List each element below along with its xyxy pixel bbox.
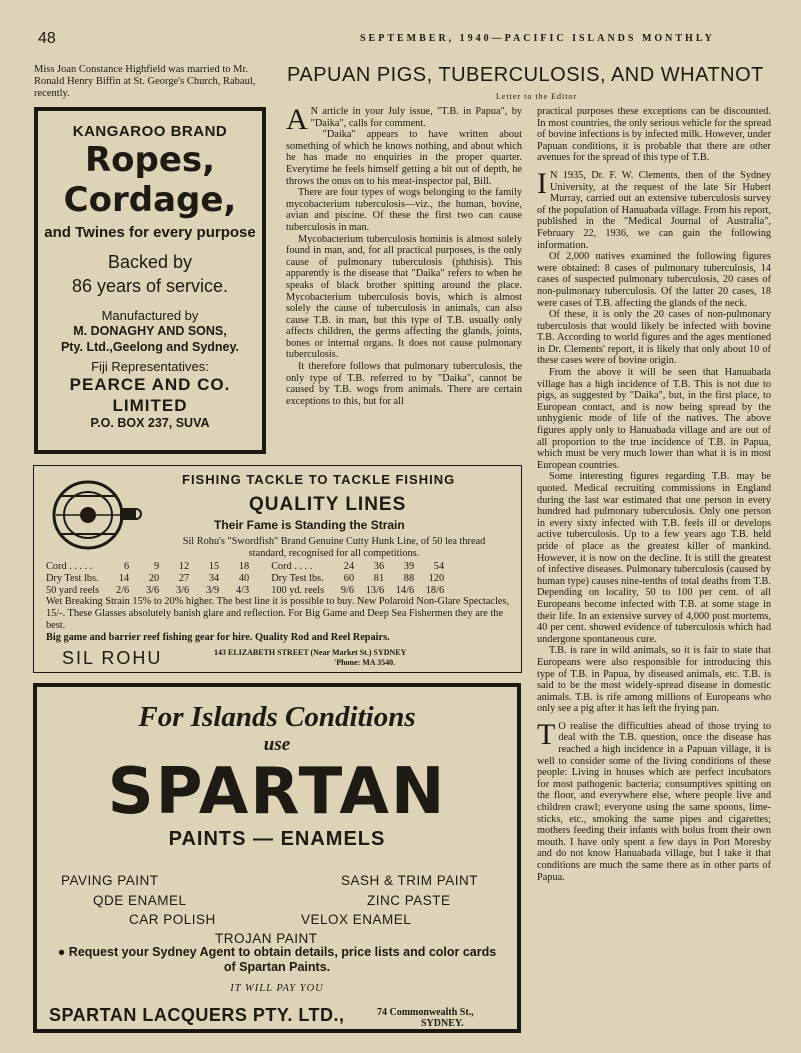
table-cell: 3/6: [176, 585, 190, 596]
table-cell: 14: [118, 573, 130, 584]
ad-address-line: SYDNEY.: [420, 1018, 464, 1029]
table-cell: 100 yd. reels: [271, 585, 325, 596]
table-cell: 54: [433, 561, 445, 572]
table-cell: Cord . . . . .: [46, 561, 93, 572]
running-header: SEPTEMBER, 1940—PACIFIC ISLANDS MONTHLY: [360, 33, 715, 44]
table-cell: 88: [403, 573, 415, 584]
table-cell: 60: [343, 573, 355, 584]
ad-use: use: [263, 734, 291, 755]
ad-body: Wet Breaking Strain 15% to 20% higher. The best line it is possible to buy. New Polaroid Non-Glare Spectacles, 15/-. These Glasses absolutely banish glare and reflection. For Big Game and Deep Sea Fishermen they are the best.: [46, 596, 510, 631]
article-column-1: [286, 103, 522, 407]
ad-headline: For Islands Conditions: [138, 701, 416, 733]
ad-company-name: SPARTAN LACQUERS PTY. LTD.,: [49, 1005, 345, 1025]
product-item: PAVING PAINT: [61, 873, 159, 888]
table-cell: Cord . . . .: [271, 561, 313, 572]
article-paragraph: There are four types of wogs belonging to the family mycobacterium tuberculosis—viz., the human, bovine, avian and piscine. Of these the first two can cause tuberculosis in man.: [286, 187, 522, 233]
article-paragraph: From the above it will be seen that Hanuabada village has a high incidence of T.B. This is not due to pigs, as suggested by "Daika", but, in the first place, to European contact, and is now being spread by the unhygienic mode of life of the natives. The above figures apply only to Hanuabada village and are out of all proportion to the true incidence of T.B. in Papua, which must be very much lower than what it is in most European countries.: [537, 367, 771, 471]
ad-backed: 86 years of service.: [71, 276, 229, 296]
ad-phone: 'Phone: MA 3540.: [334, 658, 396, 667]
ad-heading: FISHING TACKLE TO TACKLE FISHING: [182, 472, 456, 487]
fishing-reel-icon: [46, 478, 142, 552]
table-cell: 2/6: [116, 585, 130, 596]
product-item: SASH & TRIM PAINT: [341, 873, 479, 888]
page-number: 48: [38, 30, 56, 47]
ad-description: Sil Rohu's "Swordfish" Brand Genuine Cutty Hunk Line, of 50 lea thread standard, recognised for all competitions.: [182, 536, 486, 559]
table-cell: 6: [124, 561, 130, 572]
table-cell: 12: [178, 561, 190, 572]
ad-backed: Backed by: [107, 252, 193, 272]
ad-manufacturer: M. DONAGHY AND SONS,: [73, 324, 227, 338]
table-cell: 39: [403, 561, 415, 572]
ad-brand: SPARTAN: [107, 755, 447, 829]
ad-hire-note: Big game and barrier reef fishing gear for hire. Quality Rod and Reel Repairs.: [46, 632, 390, 643]
marriage-notice: Miss Joan Constance Highfield was married to Mr. Ronald Henry Biffin at St. George's Church, Rabaul, recently.: [34, 64, 256, 99]
ad-company-name: SIL ROHU: [62, 648, 163, 668]
ad-address: P.O. BOX 237, SUVA: [90, 416, 210, 430]
table-cell: 50 yard reels: [46, 585, 100, 596]
table-cell: 13/6: [365, 585, 385, 596]
table-cell: 9: [154, 561, 160, 572]
ad-tagline: and Twines for every purpose: [44, 224, 256, 241]
ad-brand: KANGAROO BRAND: [72, 123, 228, 140]
table-row: [46, 573, 448, 585]
ad-headline: QUALITY LINES: [249, 494, 407, 515]
article-paragraph: A N article in your July issue, "T.B. in Papua", by "Daika", calls for comment.: [286, 103, 522, 136]
ad-representatives-label: Fiji Representatives:: [91, 359, 209, 374]
table-cell: 9/6: [340, 585, 355, 596]
article-subtitle: Letter to the Editor: [496, 92, 578, 101]
table-cell: 40: [238, 573, 250, 584]
table-cell: 34: [208, 573, 220, 584]
ad-request: ● Request your Sydney Agent to obtain details, price lists and color cards of Spartan Paints.: [57, 945, 497, 974]
product-item: VELOX ENAMEL: [301, 912, 412, 927]
article-column-2: [537, 106, 771, 883]
article-paragraph: "Daika" appears to have written about something of which he knows nothing, and about which he has made no enquiries in the proper quarter. Everytime he feels himself getting a bit out of depth, he throws the onus on to his meat-inspector pal, Bill.: [286, 129, 522, 187]
article-paragraph: T.B. is rare in wild animals, so it is fair to state that Europeans were also responsible for introducing this type of T.B. in Papua, by diseased animals, etc. T.B. is said to be the most widely-spread disease in domestic animals. T.B. is rife among millions of Europeans who only see a pig after it has left the frying pan.: [537, 645, 771, 715]
ad-headline: Ropes,: [84, 140, 216, 180]
table-row: [46, 561, 448, 573]
table-cell: 3/9: [206, 585, 220, 596]
table-cell: 27: [178, 573, 190, 584]
article-paragraph: It therefore follows that pulmonary tuberculosis, the only type of T.B. referred to by "Daika", cannot be caused by T.B. wogs from animals. There are certain exceptions to this, but for all: [286, 361, 522, 407]
table-cell: 3/6: [146, 585, 160, 596]
ad-representative: LIMITED: [112, 396, 188, 415]
table-cell: 20: [148, 573, 160, 584]
line-price-table: [46, 561, 448, 597]
table-cell: 4/3: [236, 585, 250, 596]
article-paragraph: Of 2,000 natives examined the following figures were obtained: 8 cases of pulmonary tuberculosis, 14 cases of suspected pulmonary tuberculosis, 20 cases of non-pulmonary tuberculosis. Of the latter 20 cases, 18 were cases of T.B. affecting the glands of the neck.: [537, 251, 771, 309]
table-cell: Dry Test lbs.: [46, 573, 99, 584]
drop-cap: A: [286, 103, 308, 136]
article-paragraph: practical purposes these exceptions can be discounted. In most countries, the only serious vehicle for the spread of bovine infections is by infected milk. However, under Papuan conditions, it is probable that there are other avenues for the spread of this type of T.B.: [537, 106, 771, 164]
spartan-paints-advertisement: [33, 683, 521, 1033]
product-item: CAR POLISH: [129, 912, 216, 927]
table-cell: 24: [343, 561, 355, 572]
ad-address-line: 143 ELIZABETH STREET (Near Market St.) SYDNEY: [214, 648, 407, 657]
ad-product-line: PAINTS — ENAMELS: [168, 828, 386, 850]
table-cell: 15: [208, 561, 220, 572]
table-cell: 18/6: [425, 585, 445, 596]
article-paragraph: Some interesting figures regarding T.B. may be quoted. Medical recruiting commissions in England during the last war estimated that one person in every hundred had pulmonary tuberculosis. Only one person in every sixty infected with T.B. feels ill or develops active tuberculosis. Up to a few years ago T.B. held pride of place as the greatest killer of mankind. However, it is now on the decline. It is still the greatest of infective diseases. Pulmonary tuberculosis (caused by human type) causes nine-tenths of total deaths from T.B. Depending on locality, 50 to 100 per cent. of all Europeans become infected with T.B. at some stage in their life. In an extensive survey of 4,000 post mortems, 40 per cent. showed evidence of tuberculosis which had undergone spontaneous cure.: [537, 471, 771, 645]
fishing-tackle-advertisement: [33, 465, 522, 673]
table-cell: 120: [428, 573, 445, 584]
ad-address-line: 74 Commonwealth St.,: [377, 1007, 474, 1018]
article-title: PAPUAN PIGS, TUBERCULOSIS, AND WHATNOT: [287, 64, 764, 86]
article-paragraph: Of these, it is only the 20 cases of non-pulmonary tuberculosis that would likely be infected with bovine T.B. According to world figures and the ages mentioned in Dr. Clements' report, it is likely that only about 10 of these cases were of bovine origin.: [537, 309, 771, 367]
ad-manufacturer-label: Manufactured by: [101, 308, 199, 323]
article-paragraph: I N 1935, Dr. F. W. Clements, then of the Sydney University, at the request of the late Sir Hubert Murray, carried out an extensive tuberculosis survey of the population of Hanuabada village. From his report, published in the "Medical Journal of Australia", February 22, 1936, we can gain the following information.: [537, 166, 771, 251]
table-cell: 36: [373, 561, 385, 572]
ad-address: [377, 1007, 474, 1029]
table-cell: 18: [238, 561, 250, 572]
drop-cap: I: [537, 166, 547, 200]
ad-slogan: IT WILL PAY YOU: [230, 983, 324, 994]
ad-representative: PEARCE AND CO.: [69, 375, 231, 394]
ad-manufacturer: Pty. Ltd.,Geelong and Sydney.: [60, 340, 240, 354]
table-cell: 14/6: [395, 585, 415, 596]
kangaroo-brand-advertisement: [34, 107, 266, 454]
article-paragraph: T O realise the difficulties ahead of those trying to deal with the T.B. question, once the disease has reached a high incidence in a Papuan village, it is well to consider some of the living conditions of these people: Living in houses which are perfect incubators for most pathogenic bacteria; consumptives spitting on the floor, and everywhere else, where people live and children crawl; everyone using the same spoons, lime-sticks, etc., smoking the same pipes and cigarettes; mothers feeding their infants with bolus from their own mouth. I have only spent a few days in Port Moresby and do not know Hanuabada village, but I take it that conditions are much the same there as in other parts of Papua.: [537, 717, 771, 883]
article-paragraph: Mycobacterium tuberculosis hominis is almost solely found in man, and, for all practical purposes, is the only cause of pulmonary tuberculosis (phthisis). This apparently is the disease that "Daika" refers to when he speaks of black brother spitting around the place. Mycobacterium tuberculosis bovis, which is almost solely the cause of tuberculosis in animals, can also cause T.B. in man, but this type of T.B. usually only affects children, the germs affecting the glands, joints, bones or internal organs. It does not cause pulmonary tuberculosis.: [286, 233, 522, 361]
ad-headline: Cordage,: [63, 180, 237, 220]
product-item: TROJAN PAINT: [215, 931, 318, 946]
ad-address: [214, 648, 406, 668]
ad-tagline: Their Fame is Standing the Strain: [214, 518, 405, 532]
product-item: ZINC PASTE: [367, 893, 451, 908]
table-cell: 81: [373, 573, 385, 584]
table-cell: Dry Test lbs.: [271, 573, 324, 584]
product-item: QDE ENAMEL: [93, 893, 187, 908]
drop-cap: T: [537, 717, 556, 751]
